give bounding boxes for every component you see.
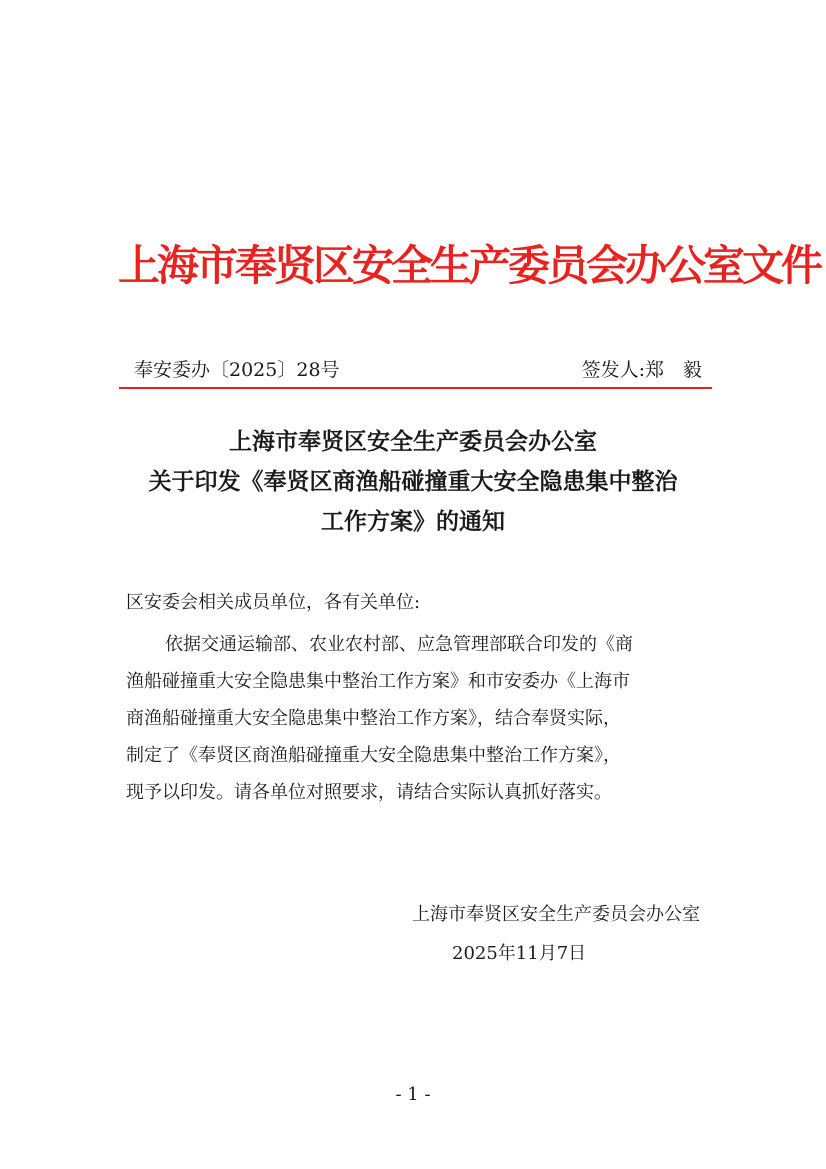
body-line: 渔船碰撞重大安全隐患集中整治工作方案》和市安委办《上海市	[126, 671, 630, 692]
body-line: 商渔船碰撞重大安全隐患集中整治工作方案》，结合奉贤实际，	[126, 708, 621, 729]
body-line: 现予以印发。请各单位对照要求，请结合实际认真抓好落实。	[126, 782, 612, 803]
salutation: 区安委会相关成员单位，各有关单位:	[126, 592, 421, 613]
title-line-3: 工作方案》的通知	[321, 508, 505, 535]
page-number: - 1 -	[395, 1084, 431, 1105]
body-line: 依据交通运输部、农业农村部、应急管理部联合印发的《商	[165, 634, 633, 655]
document-masthead: 上海市奉贤区安全生产委员会办公室文件	[118, 241, 821, 290]
signer: 签发人:郑 毅	[581, 359, 702, 381]
document-title	[100, 422, 726, 542]
issue-date: 2025年11月7日	[452, 943, 587, 964]
title-line-1: 上海市奉贤区安全生产委员会办公室	[229, 428, 597, 455]
red-divider-line	[119, 387, 712, 389]
document-number: 奉安委办〔2025〕28号	[134, 359, 340, 381]
title-line-2: 关于印发《奉贤区商渔船碰撞重大安全隐患集中整治	[148, 468, 678, 495]
body-line: 制定了《奉贤区商渔船碰撞重大安全隐患集中整治工作方案》，	[126, 745, 621, 766]
body-paragraph	[126, 626, 708, 811]
issuing-organization: 上海市奉贤区安全生产委员会办公室	[412, 904, 700, 925]
